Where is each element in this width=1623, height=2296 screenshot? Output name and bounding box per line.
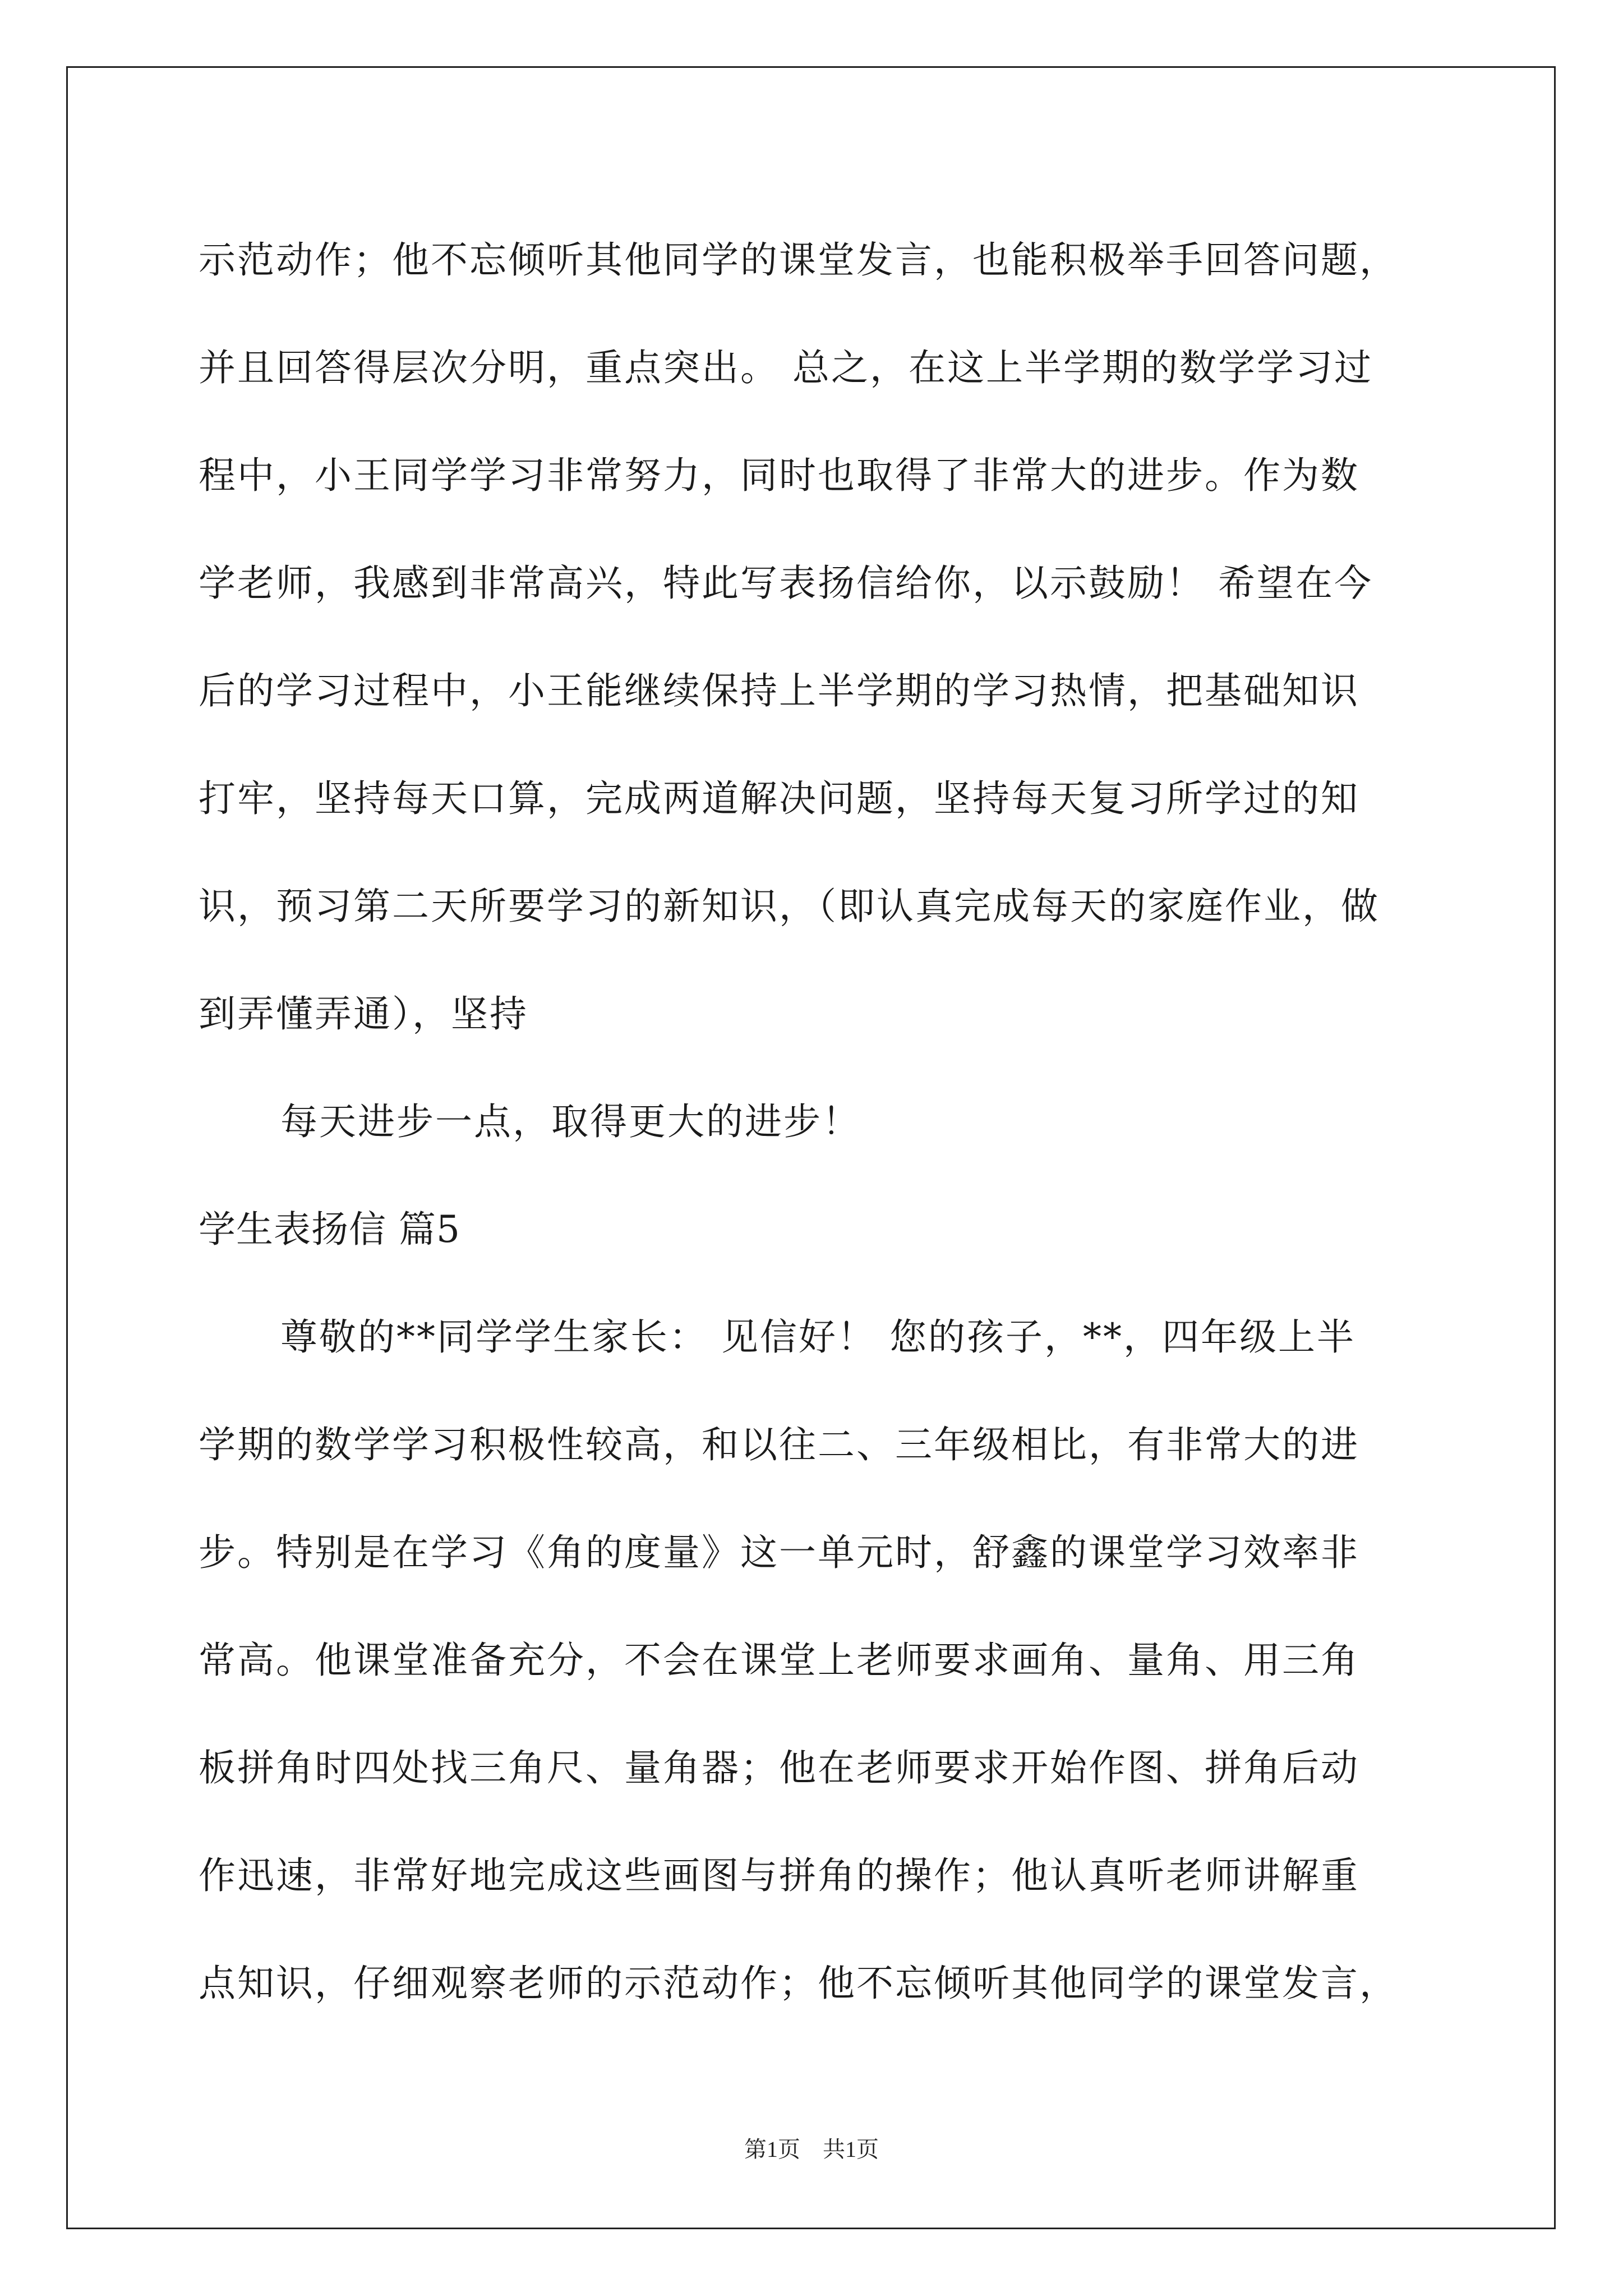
page-footer [0,2132,1623,2164]
text-line: 学期的数学学习积极性较高，和以往二、三年级相比，有非常大的进 [199,1423,1359,1466]
section-heading: 学生表扬信 篇5 [199,1208,460,1251]
paragraph-line: 每天进步一点，取得更大的进步！ [280,1100,861,1143]
text-line: 到弄懂弄通），坚持 [199,992,528,1036]
text-line: 步。特别是在学习《角的度量》这一单元时，舒鑫的课堂学习效率非 [199,1531,1359,1574]
text-line: 并且回答得层次分明，重点突出。 总之，在这上半学期的数学学习过 [199,346,1373,389]
text-line: 打牢，坚持每天口算，完成两道解决问题，坚持每天复习所学过的知 [199,777,1359,820]
text-line: 学老师，我感到非常高兴，特此写表扬信给你，以示鼓励！ 希望在今 [199,562,1373,605]
paragraph-line: 尊敬的**同学学生家长： 见信好！ 您的孩子，**，四年级上半 [280,1315,1355,1359]
text-line: 程中，小王同学学习非常努力，同时也取得了非常大的进步。作为数 [199,454,1359,497]
text-line: 板拼角时四处找三角尺、量角器；他在老师要求开始作图、拼角后动 [199,1746,1359,1789]
text-line: 点知识，仔细观察老师的示范动作；他不忘倾听其他同学的课堂发言， [199,1962,1398,2005]
text-line: 后的学习过程中，小王能继续保持上半学期的学习热情，把基础知识 [199,669,1359,712]
page-number-current: 第1页 [744,2137,800,2162]
page-number-total: 共1页 [823,2137,879,2162]
text-line: 常高。他课堂准备充分，不会在课堂上老师要求画角、量角、用三角 [199,1639,1359,1682]
text-line: 识，预习第二天所要学习的新知识，（即认真完成每天的家庭作业，做 [199,885,1380,928]
text-line: 作迅速，非常好地完成这些画图与拼角的操作；他认真听老师讲解重 [199,1854,1359,1897]
text-line: 示范动作；他不忘倾听其他同学的课堂发言，也能积极举手回答问题， [199,238,1398,282]
document-body [199,206,1440,2037]
